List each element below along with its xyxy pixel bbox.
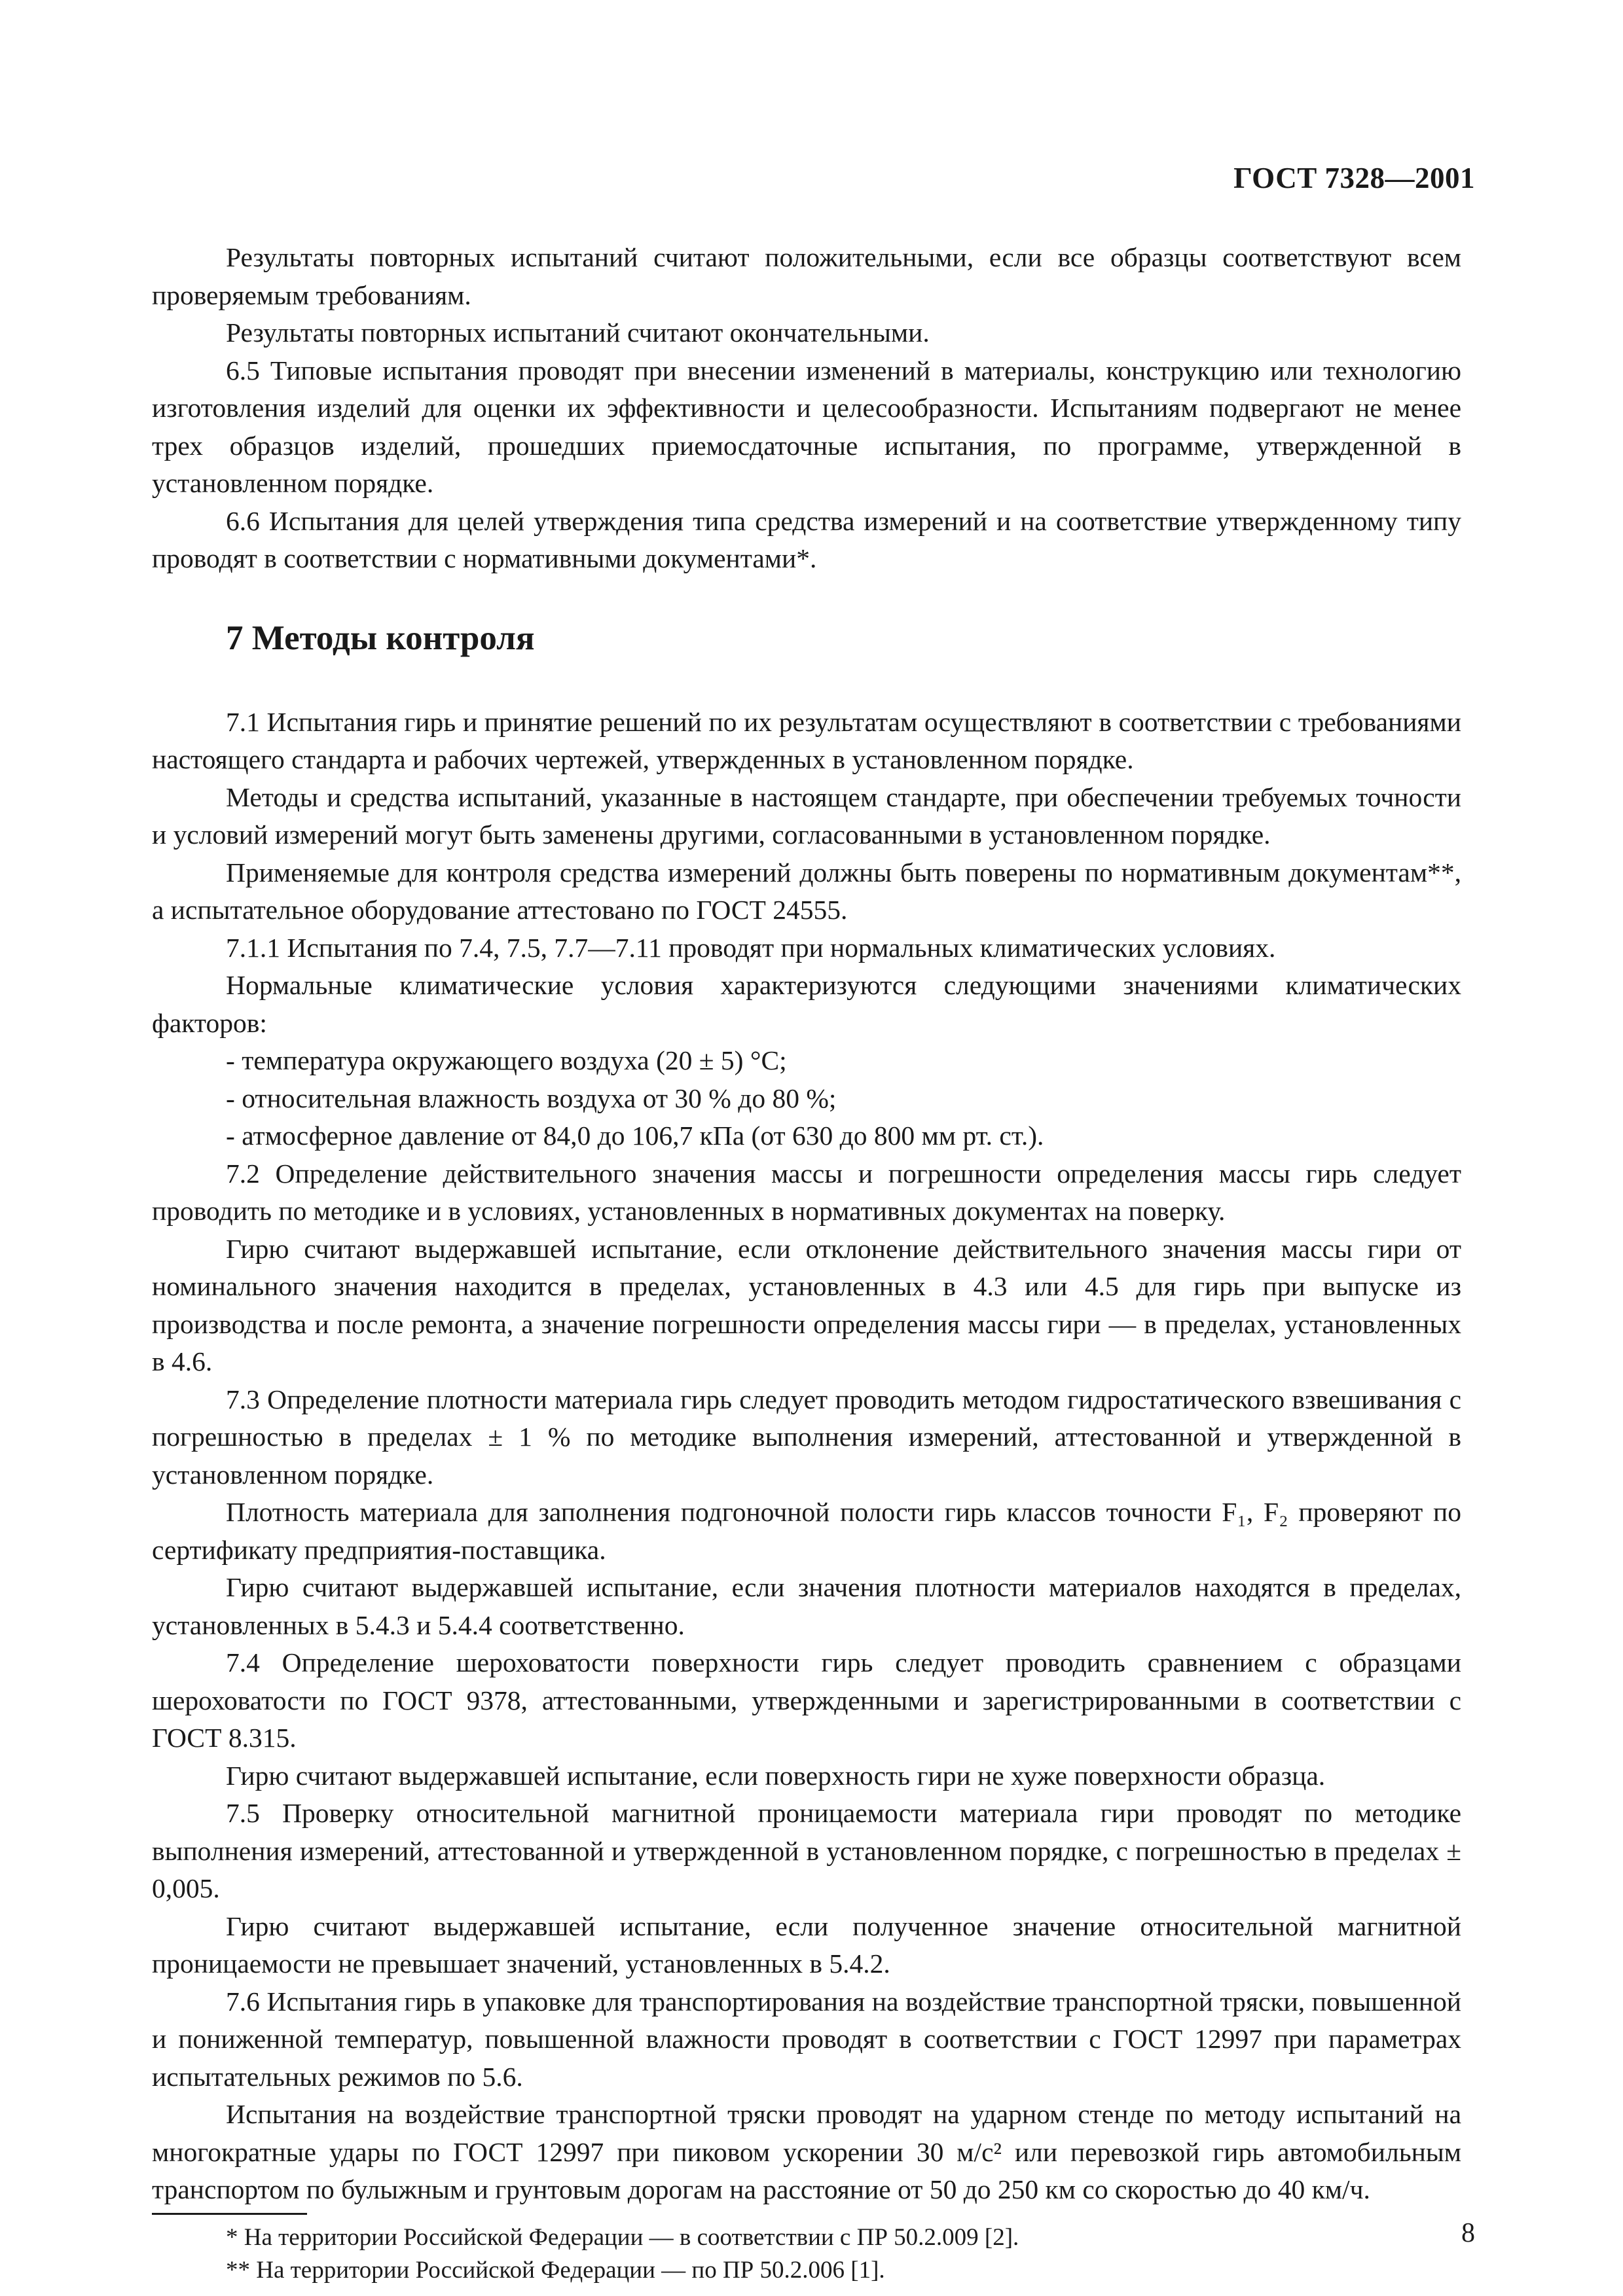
paragraph: 7.4 Определение шероховатости поверхности гирь следует проводить сравнением с образцами шероховатости по ГОСТ 9378, аттестованными, утвержденными и зарегистрированными в соответствии с ГОСТ 8.315. [152, 1647, 1461, 1753]
section-heading: 7 Методы контроля [226, 619, 535, 657]
document-body [152, 239, 1461, 2287]
paragraph: Результаты повторных испытаний считают окончательными. [226, 317, 930, 348]
paragraphs-after-section [152, 704, 1461, 2209]
paragraph: Гирю считают выдержавшей испытание, если значения плотности материалов находятся в пределах, установленных в 5.4.3 и 5.4.4 соответственно. [152, 1572, 1461, 1640]
paragraph: Применяемые для контроля средства измерений должны быть поверены по нормативным документам**, а испытательное оборудование аттестовано по ГОСТ 24555. [152, 857, 1461, 925]
paragraph: Гирю считают выдержавшей испытание, если полученное значение относительной магнитной проницаемости не превышает значений, установленных в 5.4.2. [152, 1910, 1461, 1979]
list-item: - температура окружающего воздуха (20 ± 5) °С; [226, 1045, 787, 1075]
list-item: - относительная влажность воздуха от 30 % до 80 %; [226, 1083, 837, 1113]
footnotes [152, 2221, 1461, 2287]
paragraph: Испытания на воздействие транспортной тряски проводят на ударном стенде по методу испытаний на многократные удары по ГОСТ 12997 при пиковом ускорении 30 м/с² или перевозкой гирь автомобильным транспортом по булыжным и грунтовым дорогам на расстояние от 50 до 250 км со скоростью до 40 км/ч. [152, 2099, 1461, 2204]
paragraph: Результаты повторных испытаний считают положительными, если все образцы соответствуют всем проверяемым требованиям. [152, 242, 1461, 310]
paragraph: Нормальные климатические условия характеризуются следующими значениями климатических факторов: [152, 970, 1461, 1038]
paragraph: Гирю считают выдержавшей испытание, если поверхность гири не хуже поверхности образца. [226, 1760, 1326, 1791]
paragraph: 6.5 Типовые испытания проводят при внесении изменений в материалы, конструкцию или технологию изготовления изделий для оценки их эффективности и целесообразности. Испытаниям подвергают не менее трех образцов изделий, прошедших приемосдаточные испытания, по программе, утвержденной в установленном порядке. [152, 355, 1461, 498]
footnote: ** На территории Российской Федерации — по ПР 50.2.006 [1]. [226, 2256, 885, 2284]
list-item: - атмосферное давление от 84,0 до 106,7 кПа (от 630 до 800 мм рт. ст.). [226, 1121, 1044, 1151]
paragraph: 7.6 Испытания гирь в упаковке для транспортирования на воздействие транспортной тряски, повышенной и пониженной температур, повышенной влажности проводят в соответствии с ГОСТ 12997 при параметрах испытательных режимов по 5.6. [152, 1986, 1461, 2092]
paragraph: 7.1 Испытания гирь и принятие решений по их результатам осуществляют в соответствии с требованиями настоящего стандарта и рабочих чертежей, утвержденных в установленном порядке. [152, 706, 1461, 774]
paragraph: 7.1.1 Испытания по 7.4, 7.5, 7.7—7.11 проводят при нормальных климатических условиях. [226, 932, 1276, 963]
paragraphs-before-section [152, 239, 1461, 578]
paragraph: 7.3 Определение плотности материала гирь следует проводить методом гидростатического взвешивания с погрешностью в пределах ± 1 % по методике выполнения измерений, аттестованной и утвержденной в установленном порядке. [152, 1384, 1461, 1490]
page-number: 8 [1461, 2218, 1475, 2248]
paragraph: Гирю считают выдержавшей испытание, если отклонение действительного значения массы гири от номинального значения находится в пределах, установленных в 4.3 или 4.5 для гирь при выпуске из производства и после ремонта, а значение погрешности определения массы гири — в пределах, установленных в 4.6. [152, 1233, 1461, 1376]
paragraph: Плотность материала для заполнения подгоночной полости гирь классов точности F₁, F₂ проверяют по сертификату предприятия-поставщика. [152, 1497, 1461, 1565]
paragraph: 6.6 Испытания для целей утверждения типа средства измерений и на соответствие утвержденному типу проводят в соответствии с нормативными документами*. [152, 505, 1461, 573]
footnote: * На территории Российской Федерации — в соответствии с ПР 50.2.009 [2]. [226, 2223, 1019, 2251]
paragraph: 7.2 Определение действительного значения массы и погрешности определения массы гирь следует проводить по методике и в условиях, установленных в нормативных документах на поверку. [152, 1158, 1461, 1226]
footnote-divider [152, 2213, 307, 2215]
page-header-standard: ГОСТ 7328—2001 [1233, 162, 1475, 194]
paragraph: 7.5 Проверку относительной магнитной проницаемости материала гири проводят по методике выполнения измерений, аттестованной и утвержденной в установленном порядке, с погрешностью в пределах ± 0,005. [152, 1798, 1461, 1903]
paragraph: Методы и средства испытаний, указанные в настоящем стандарте, при обеспечении требуемых точности и условий измерений могут быть заменены другими, согласованными в установленном порядке. [152, 781, 1461, 850]
